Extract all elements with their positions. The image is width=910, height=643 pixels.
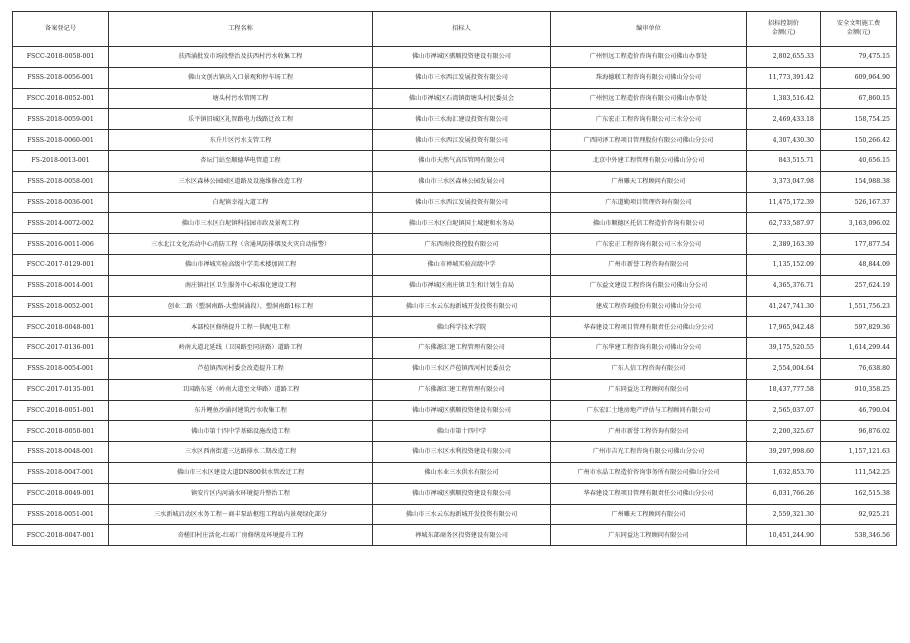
cell-project-name: 佛山文创古镇出入口景观和停车场工程 — [109, 67, 373, 88]
cell-reviewer: 建成工程咨询股份有限公司佛山分公司 — [551, 296, 747, 317]
cell-record-number: FSCC-2018-0050-001 — [13, 421, 109, 442]
header-project-name: 工程名称 — [109, 12, 373, 47]
cell-safety-fee: 3,163,096.02 — [821, 213, 897, 234]
cell-safety-fee: 154,988.38 — [821, 171, 897, 192]
cell-control-price: 4,307,430.30 — [747, 130, 821, 151]
cell-record-number: FSCC-2018-0049-001 — [13, 483, 109, 504]
cell-tenderer: 佛山市三水区芦苞镇西河村民委员会 — [373, 358, 551, 379]
cell-control-price: 2,559,321.30 — [747, 504, 821, 525]
cell-control-price: 2,565,037.07 — [747, 400, 821, 421]
cell-control-price: 11,773,391.42 — [747, 67, 821, 88]
cell-safety-fee: 910,358.25 — [821, 379, 897, 400]
cell-safety-fee: 1,157,121.63 — [821, 442, 897, 463]
cell-record-number: FSCC-2018-0047-001 — [13, 525, 109, 546]
cell-reviewer: 广州市水晶工程造价咨询事务所有限公司佛山分公司 — [551, 462, 747, 483]
cell-control-price: 6,031,766.26 — [747, 483, 821, 504]
cell-project-name: 三水北江文化活动中心消防工程（含通风防排烟及火灾自动报警） — [109, 234, 373, 255]
cell-safety-fee: 48,844.09 — [821, 254, 897, 275]
cell-control-price: 17,965,942.48 — [747, 317, 821, 338]
table-row — [13, 504, 897, 525]
cell-tenderer: 广东佛源汇建工程管理有限公司 — [373, 379, 551, 400]
cell-record-number: FSSS-2018-0052-001 — [13, 296, 109, 317]
cell-safety-fee: 67,860.15 — [821, 88, 897, 109]
cell-reviewer: 广东宏正工程咨询有限公司三水分公司 — [551, 109, 747, 130]
cell-record-number: FSCC-2017-0135-001 — [13, 379, 109, 400]
table-row — [13, 379, 897, 400]
cell-record-number: FSCC-2017-0129-001 — [13, 254, 109, 275]
cell-reviewer: 佛山市顺德区托信工程造价咨询有限公司 — [551, 213, 747, 234]
cell-project-name: 芦苞镇西河村委会改造提升工程 — [109, 358, 373, 379]
table-row — [13, 130, 897, 151]
cell-project-name: 白坭镇幸福大道工程 — [109, 192, 373, 213]
cell-control-price: 18,437,777.58 — [747, 379, 821, 400]
table-row — [13, 525, 897, 546]
table-row — [13, 400, 897, 421]
cell-project-name: 佛山市第十四中学基础设施改造工程 — [109, 421, 373, 442]
table-row — [13, 67, 897, 88]
cell-control-price: 843,515.71 — [747, 150, 821, 171]
cell-control-price: 2,469,433.18 — [747, 109, 821, 130]
table-row — [13, 150, 897, 171]
cell-project-name: 奇槎旧村庄活化-红砖厂房修缮及环境提升工程 — [109, 525, 373, 546]
cell-project-name: 本部校区修缮提升工程－供配电工程 — [109, 317, 373, 338]
header-reviewer: 编审单位 — [551, 12, 747, 47]
cell-tenderer: 佛山市三水区森林公园发展公司 — [373, 171, 551, 192]
cell-safety-fee: 76,638.80 — [821, 358, 897, 379]
cell-record-number: FSSS-2018-0054-001 — [13, 358, 109, 379]
cell-reviewer: 广州恒远工程造价咨询有限公司佛山办事处 — [551, 88, 747, 109]
cell-safety-fee: 150,266.42 — [821, 130, 897, 151]
cell-safety-fee: 1,614,299.44 — [821, 338, 897, 359]
table-row — [13, 317, 897, 338]
cell-record-number: FSSS-2018-0047-001 — [13, 462, 109, 483]
cell-tenderer: 佛山市第十四中学 — [373, 421, 551, 442]
cell-record-number: FSCC-2017-0136-001 — [13, 338, 109, 359]
table-row — [13, 213, 897, 234]
table-row — [13, 275, 897, 296]
cell-project-name: 镇安片区内河涌水环境提升整治工程 — [109, 483, 373, 504]
tender-table — [12, 11, 897, 546]
cell-reviewer: 广东宏正工程咨询有限公司三水分公司 — [551, 234, 747, 255]
header-record-number: 备案登记号 — [13, 12, 109, 47]
table-row — [13, 88, 897, 109]
cell-tenderer: 佛山市禅城区骐顺投资建设有限公司 — [373, 47, 551, 68]
cell-project-name: 佛山市三水区建设大道DN800供水管改迁工程 — [109, 462, 373, 483]
cell-tenderer: 佛山市三水云东海新城开发投资有限公司 — [373, 296, 551, 317]
cell-record-number: FSSS-2018-0036-001 — [13, 192, 109, 213]
cell-control-price: 3,373,047.98 — [747, 171, 821, 192]
cell-record-number: FSSS-2018-0056-001 — [13, 67, 109, 88]
cell-record-number: FSSS-2016-0011-006 — [13, 234, 109, 255]
cell-reviewer: 华春建设工程项目管理有限责任公司佛山分公司 — [551, 317, 747, 338]
cell-safety-fee: 96,876.02 — [821, 421, 897, 442]
table-row — [13, 254, 897, 275]
table-row — [13, 358, 897, 379]
cell-reviewer: 广州恒远工程造价咨询有限公司佛山办事处 — [551, 47, 747, 68]
cell-reviewer: 广东人信工程咨询有限公司 — [551, 358, 747, 379]
cell-record-number: FSSS-2014-0072-002 — [13, 213, 109, 234]
cell-safety-fee: 40,656.15 — [821, 150, 897, 171]
cell-tenderer: 禅城东部商务区投资建设有限公司 — [373, 525, 551, 546]
table-body — [13, 47, 897, 546]
cell-project-name: 佛山市禅城实验高级中学美术楼加固工程 — [109, 254, 373, 275]
cell-tenderer: 佛山水业三水供水有限公司 — [373, 462, 551, 483]
cell-project-name: 岭南大道北延线（卫国路至同济路）道路工程 — [109, 338, 373, 359]
cell-control-price: 39,297,998.60 — [747, 442, 821, 463]
header-control-price — [747, 12, 821, 47]
cell-project-name: 三水新城启动区水务工程－商丰泵站枢纽工程站内景观绿化部分 — [109, 504, 373, 525]
header-safety-fee-label: 安全文明施工费 金额(元) — [836, 20, 881, 36]
cell-tenderer: 佛山市天然气高压管网有限公司 — [373, 150, 551, 171]
cell-tenderer: 佛山市三水海汇建设投资有限公司 — [373, 109, 551, 130]
cell-tenderer: 佛山市三水云东海新城开发投资有限公司 — [373, 504, 551, 525]
cell-tenderer: 佛山市三水区水利投资建设有限公司 — [373, 442, 551, 463]
table-row — [13, 109, 897, 130]
cell-project-name: 三水区森林公园园区道路及设施维修改造工程 — [109, 171, 373, 192]
header-control-price-label: 招标控制价 金额(元) — [768, 20, 799, 36]
cell-reviewer: 广东同益达工程顾问有限公司 — [551, 379, 747, 400]
cell-project-name: 创业二路（塑洞南路-大塑洞涌段）、塑洞南路1标工程 — [109, 296, 373, 317]
cell-reviewer: 广东华建工程咨询有限公司佛山分公司 — [551, 338, 747, 359]
cell-project-name: 卫国路东延（岭南大道至文华路）道路工程 — [109, 379, 373, 400]
cell-reviewer: 广东宏汇土地房地产评估与工程顾问有限公司 — [551, 400, 747, 421]
cell-control-price: 4,365,376.71 — [747, 275, 821, 296]
cell-reviewer: 广东益文建设工程咨询有限公司佛山分公司 — [551, 275, 747, 296]
cell-reviewer: 广西同泽工程项目管理股份有限公司佛山分公司 — [551, 130, 747, 151]
table-row — [13, 234, 897, 255]
cell-project-name: 东升片区污水支管工程 — [109, 130, 373, 151]
cell-control-price: 10,451,244.90 — [747, 525, 821, 546]
cell-reviewer: 广州市吉光工程咨询有限公司佛山分公司 — [551, 442, 747, 463]
table-row — [13, 192, 897, 213]
cell-reviewer: 广州雕天工程顾问有限公司 — [551, 504, 747, 525]
cell-safety-fee: 1,551,756.23 — [821, 296, 897, 317]
cell-safety-fee: 111,542.25 — [821, 462, 897, 483]
cell-control-price: 39,175,520.55 — [747, 338, 821, 359]
cell-tenderer: 佛山市三水西江发展投资有限公司 — [373, 192, 551, 213]
cell-tenderer: 佛山市禅城区骐顺投资建设有限公司 — [373, 400, 551, 421]
tender-table-page — [12, 11, 896, 546]
cell-record-number: FSSS-2018-0048-001 — [13, 442, 109, 463]
cell-control-price: 62,733,587.97 — [747, 213, 821, 234]
cell-reviewer: 华春建设工程项目管理有限责任公司佛山分公司 — [551, 483, 747, 504]
cell-record-number: FSSS-2018-0058-001 — [13, 171, 109, 192]
cell-project-name: 南庄镇社区卫生服务中心标准化建设工程 — [109, 275, 373, 296]
table-row — [13, 421, 897, 442]
header-safety-fee — [821, 12, 897, 47]
cell-tenderer: 广东佛源汇建工程管理有限公司 — [373, 338, 551, 359]
cell-reviewer: 广州市新誉工程咨询有限公司 — [551, 421, 747, 442]
cell-project-name: 三水区西南街道三达路排水二期改造工程 — [109, 442, 373, 463]
cell-record-number: FSSS-2018-0051-001 — [13, 504, 109, 525]
cell-tenderer: 佛山市禅城区骐顺投资建设有限公司 — [373, 483, 551, 504]
cell-project-name: 扶西涌批发市场段整治及扶西村污水收集工程 — [109, 47, 373, 68]
cell-reviewer: 广州雕天工程顾问有限公司 — [551, 171, 747, 192]
cell-record-number: FSSS-2018-0059-001 — [13, 109, 109, 130]
cell-record-number: FSCC-2018-0058-001 — [13, 47, 109, 68]
cell-safety-fee: 609,964.90 — [821, 67, 897, 88]
cell-tenderer: 佛山市三水区白坭镇国土城建和水务局 — [373, 213, 551, 234]
cell-project-name: 塘头村污水管网工程 — [109, 88, 373, 109]
cell-tenderer: 佛山科学技术学院 — [373, 317, 551, 338]
cell-control-price: 2,554,004.64 — [747, 358, 821, 379]
cell-safety-fee: 162,515.38 — [821, 483, 897, 504]
cell-project-name: 东升鲤鱼沙涌河建筑污水收集工程 — [109, 400, 373, 421]
cell-control-price: 1,632,853.70 — [747, 462, 821, 483]
cell-safety-fee: 177,877.54 — [821, 234, 897, 255]
cell-tenderer: 佛山市三水西江发展投资有限公司 — [373, 67, 551, 88]
cell-control-price: 11,475,172.39 — [747, 192, 821, 213]
cell-tenderer: 佛山市三水西江发展投资有限公司 — [373, 130, 551, 151]
cell-safety-fee: 597,829.36 — [821, 317, 897, 338]
cell-control-price: 2,802,655.33 — [747, 47, 821, 68]
table-row — [13, 47, 897, 68]
cell-tenderer: 佛山市禅城实验高级中学 — [373, 254, 551, 275]
cell-reviewer: 广州市新誉工程咨询有限公司 — [551, 254, 747, 275]
table-row — [13, 462, 897, 483]
cell-project-name: 佛山市三水区白坭镇科技园市政及景观工程 — [109, 213, 373, 234]
cell-reviewer: 广东同益达工程顾问有限公司 — [551, 525, 747, 546]
cell-project-name: 杏坛门站至顺德华电管道工程 — [109, 150, 373, 171]
cell-reviewer: 北京中外建工程管理有限公司佛山分公司 — [551, 150, 747, 171]
cell-control-price: 2,389,163.39 — [747, 234, 821, 255]
cell-record-number: FSSS-2018-0060-001 — [13, 130, 109, 151]
cell-record-number: FSCC-2018-0051-001 — [13, 400, 109, 421]
cell-record-number: FSSS-2018-0014-001 — [13, 275, 109, 296]
cell-reviewer: 珠海德联工程咨询有限公司佛山分公司 — [551, 67, 747, 88]
cell-control-price: 1,135,152.09 — [747, 254, 821, 275]
cell-safety-fee: 257,624.19 — [821, 275, 897, 296]
cell-safety-fee: 46,790.04 — [821, 400, 897, 421]
cell-tenderer: 佛山市禅城区石湾镇街塘头村民委员会 — [373, 88, 551, 109]
cell-record-number: FSCC-2018-0048-001 — [13, 317, 109, 338]
cell-reviewer: 广东道勤项目管理咨询有限公司 — [551, 192, 747, 213]
table-row — [13, 442, 897, 463]
table-row — [13, 483, 897, 504]
table-row — [13, 171, 897, 192]
cell-control-price: 1,383,516.42 — [747, 88, 821, 109]
cell-safety-fee: 538,346.56 — [821, 525, 897, 546]
cell-tenderer: 佛山市禅城区南庄镇卫生和计划生育局 — [373, 275, 551, 296]
header-tenderer: 招标人 — [373, 12, 551, 47]
cell-project-name: 乐平镇旧城区礼智路电力线路迁改工程 — [109, 109, 373, 130]
cell-safety-fee: 158,754.25 — [821, 109, 897, 130]
cell-control-price: 41,247,741.30 — [747, 296, 821, 317]
cell-record-number: FSCC-2018-0052-001 — [13, 88, 109, 109]
table-header-row — [13, 12, 897, 47]
table-row — [13, 338, 897, 359]
table-row — [13, 296, 897, 317]
cell-tenderer: 广东西南投资控股有限公司 — [373, 234, 551, 255]
cell-control-price: 2,200,325.67 — [747, 421, 821, 442]
cell-safety-fee: 92,925.21 — [821, 504, 897, 525]
cell-record-number: FS-2018-0013-001 — [13, 150, 109, 171]
cell-safety-fee: 526,167.37 — [821, 192, 897, 213]
cell-safety-fee: 79,475.15 — [821, 47, 897, 68]
